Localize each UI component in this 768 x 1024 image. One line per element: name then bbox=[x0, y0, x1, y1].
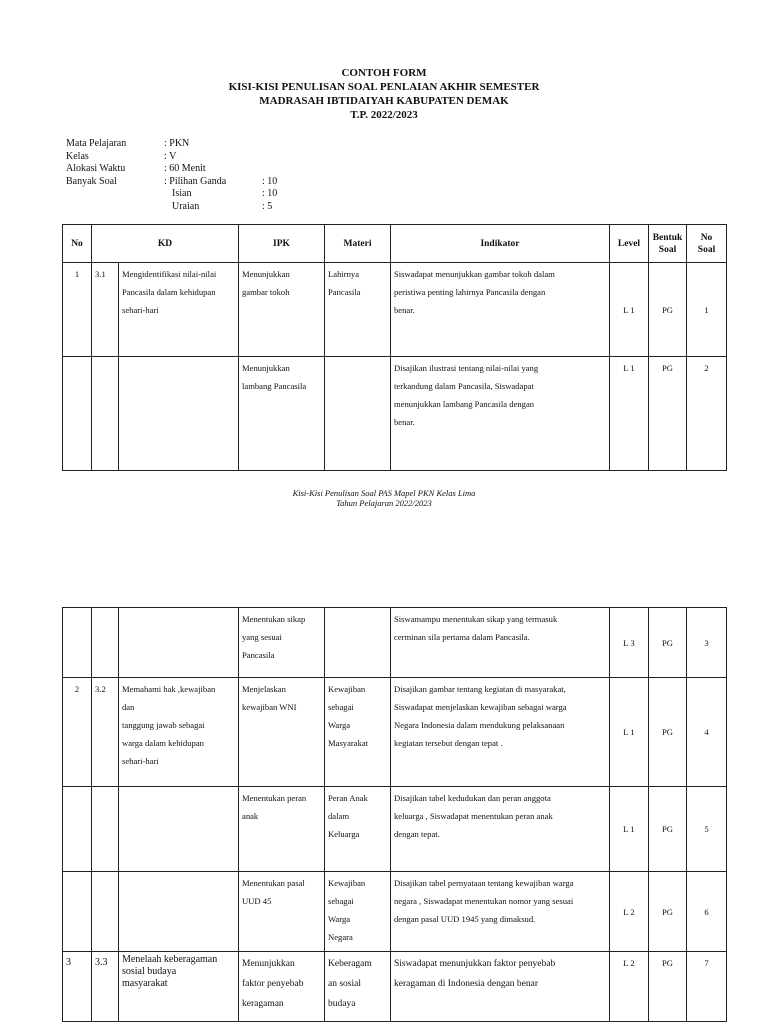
row-no bbox=[63, 787, 92, 872]
indikator-text: Siswadapat menunjukkan gambar tokoh dalam peristiwa penting lahirnya Pancasila dengan benar. bbox=[391, 263, 610, 357]
materi-text: Kewajiban sebagai Warga Negara bbox=[325, 872, 391, 952]
indikator-text: Disajikan ilustrasi tentang nilai-nilai yang terkandung dalam Pancasila, Siswadapat menunjukkan lambang Pancasila dengan benar. bbox=[391, 357, 610, 471]
col-level: Level bbox=[610, 225, 649, 263]
nosoal-value: 2 bbox=[687, 357, 727, 471]
materi-text bbox=[325, 608, 391, 678]
row-no: 3 bbox=[63, 952, 92, 1022]
level-value: L 1 bbox=[610, 263, 649, 357]
ipk-text: Menunjukkan faktor penyebab keragaman bbox=[239, 952, 325, 1022]
kd-number bbox=[92, 608, 119, 678]
table-row bbox=[63, 263, 727, 357]
footer-year: Tahun Pelajaran 2022/2023 bbox=[336, 498, 432, 508]
ipk-text: Menentukan sikap yang sesuai Pancasila bbox=[239, 608, 325, 678]
kd-number bbox=[92, 872, 119, 952]
materi-text: Keberagam an sosial budaya bbox=[325, 952, 391, 1022]
kisi-table-page2 bbox=[62, 607, 727, 1022]
nosoal-value: 6 bbox=[687, 872, 727, 952]
kd-text bbox=[119, 608, 239, 678]
indikator-text: Siswamampu menentukan sikap yang termasuk cerminan sila pertama dalam Pancasila. bbox=[391, 608, 610, 678]
bentuk-value: PG bbox=[649, 357, 687, 471]
kd-number: 3.1 bbox=[92, 263, 119, 357]
bentuk-value: PG bbox=[649, 872, 687, 952]
level-value: L 2 bbox=[610, 872, 649, 952]
kelas-value: : V bbox=[164, 150, 177, 162]
indikator-text: Disajikan tabel kedudukan dan peran anggota keluarga , Siswadapat menentukan peran anak dengan tepat. bbox=[391, 787, 610, 872]
nosoal-value: 5 bbox=[687, 787, 727, 872]
level-value: L 1 bbox=[610, 787, 649, 872]
kelas-label: Kelas bbox=[66, 150, 89, 162]
kd-text: Mengidentifikasi nilai-nilai Pancasila dalam kehidupan sehari-hari bbox=[119, 263, 239, 357]
table-row bbox=[63, 952, 727, 1022]
col-kd: KD bbox=[92, 225, 239, 263]
isian-value: : 10 bbox=[262, 188, 278, 200]
uraian-value: : 5 bbox=[262, 200, 273, 212]
mapel-label: Mata Pelajaran bbox=[66, 138, 127, 149]
kd-text: Menelaah keberagaman sosial budaya masyarakat bbox=[119, 952, 239, 1022]
materi-text bbox=[325, 357, 391, 471]
level-value: L 3 bbox=[610, 608, 649, 678]
uraian-label: Uraian bbox=[172, 200, 200, 212]
kisi-table-page1 bbox=[62, 224, 727, 471]
footer-title: Kisi-Kisi Penulisan Soal PAS Mapel PKN Kelas Lima bbox=[292, 488, 476, 498]
col-no: No bbox=[63, 225, 92, 263]
nosoal-value: 7 bbox=[687, 952, 727, 1022]
mapel-value: : PKN bbox=[164, 138, 190, 149]
ipk-text: Menunjukkan lambang Pancasila bbox=[239, 357, 325, 471]
level-value: L 1 bbox=[610, 357, 649, 471]
col-bentuk-soal: Bentuk Soal bbox=[649, 225, 687, 263]
table-row bbox=[63, 357, 727, 471]
page-footer bbox=[0, 488, 768, 508]
waktu-value: : 60 Menit bbox=[164, 163, 206, 175]
kd-number: 3.2 bbox=[92, 678, 119, 787]
col-ipk: IPK bbox=[239, 225, 325, 263]
kd-text bbox=[119, 872, 239, 952]
ipk-text: Menentukan pasal UUD 45 bbox=[239, 872, 325, 952]
header-line-title: KISI-KISI PENULISAN SOAL PENLAIAN AKHIR SEMESTER bbox=[228, 81, 540, 93]
bentuk-value: PG bbox=[649, 952, 687, 1022]
level-value: L 1 bbox=[610, 678, 649, 787]
row-no: 2 bbox=[63, 678, 92, 787]
row-no bbox=[63, 872, 92, 952]
isian-label: Isian bbox=[172, 188, 192, 200]
nosoal-value: 1 bbox=[687, 263, 727, 357]
nosoal-value: 4 bbox=[687, 678, 727, 787]
ipk-text: Menjelaskan kewajiban WNI bbox=[239, 678, 325, 787]
kd-number bbox=[92, 357, 119, 471]
bentuk-value: PG bbox=[649, 608, 687, 678]
ipk-text: Menentukan peran anak bbox=[239, 787, 325, 872]
table-row bbox=[63, 678, 727, 787]
col-materi: Materi bbox=[325, 225, 391, 263]
header-line-year: T.P. 2022/2023 bbox=[350, 109, 418, 121]
row-no bbox=[63, 608, 92, 678]
indikator-text: Siswadapat menunjukkan faktor penyebab keragaman di Indonesia dengan benar bbox=[391, 952, 610, 1022]
bentuk-value: PG bbox=[649, 787, 687, 872]
header-line-form: CONTOH FORM bbox=[341, 67, 427, 79]
table-row bbox=[63, 872, 727, 952]
indikator-text: Disajikan tabel pernyataan tentang kewajiban warga negara , Siswadapat menentukan nomor yang sesuai dengan pasal UUD 1945 yang dimaksud. bbox=[391, 872, 610, 952]
waktu-label: Alokasi Waktu bbox=[66, 163, 126, 175]
nosoal-value: 3 bbox=[687, 608, 727, 678]
materi-text: Peran Anak dalam Keluarga bbox=[325, 787, 391, 872]
bentuk-value: PG bbox=[649, 678, 687, 787]
table-row bbox=[63, 608, 727, 678]
kd-text bbox=[119, 357, 239, 471]
bentuk-value: PG bbox=[649, 263, 687, 357]
row-no: 1 bbox=[63, 263, 92, 357]
kd-number: 3.3 bbox=[92, 952, 119, 1022]
table-row bbox=[63, 787, 727, 872]
header-line-school: MADRASAH IBTIDAIYAH KABUPATEN DEMAK bbox=[259, 95, 509, 107]
indikator-text: Disajikan gambar tentang kegiatan di masyarakat, Siswadapat menjelaskan kewajiban sebagai warga Negara Indonesia dalam mendukung pelaksanaan kegiatan tersebut dengan tepat . bbox=[391, 678, 610, 787]
pg-label: : Pilihan Ganda bbox=[164, 175, 227, 187]
materi-text: Kewajiban sebagai Warga Masyarakat bbox=[325, 678, 391, 787]
document-header bbox=[0, 66, 768, 122]
ipk-text: Menunjukkan gambar tokoh bbox=[239, 263, 325, 357]
row-no bbox=[63, 357, 92, 471]
kd-text bbox=[119, 787, 239, 872]
col-indikator: Indikator bbox=[391, 225, 610, 263]
soal-label: Banyak Soal bbox=[66, 175, 117, 187]
kd-number bbox=[92, 787, 119, 872]
materi-text: Lahirnya Pancasila bbox=[325, 263, 391, 357]
level-value: L 2 bbox=[610, 952, 649, 1022]
kd-text: Memahami hak ,kewajiban dan tanggung jawab sebagai warga dalam kehidupan sehari-hari bbox=[119, 678, 239, 787]
col-no-soal: No Soal bbox=[687, 225, 727, 263]
pg-value: : 10 bbox=[262, 175, 278, 187]
